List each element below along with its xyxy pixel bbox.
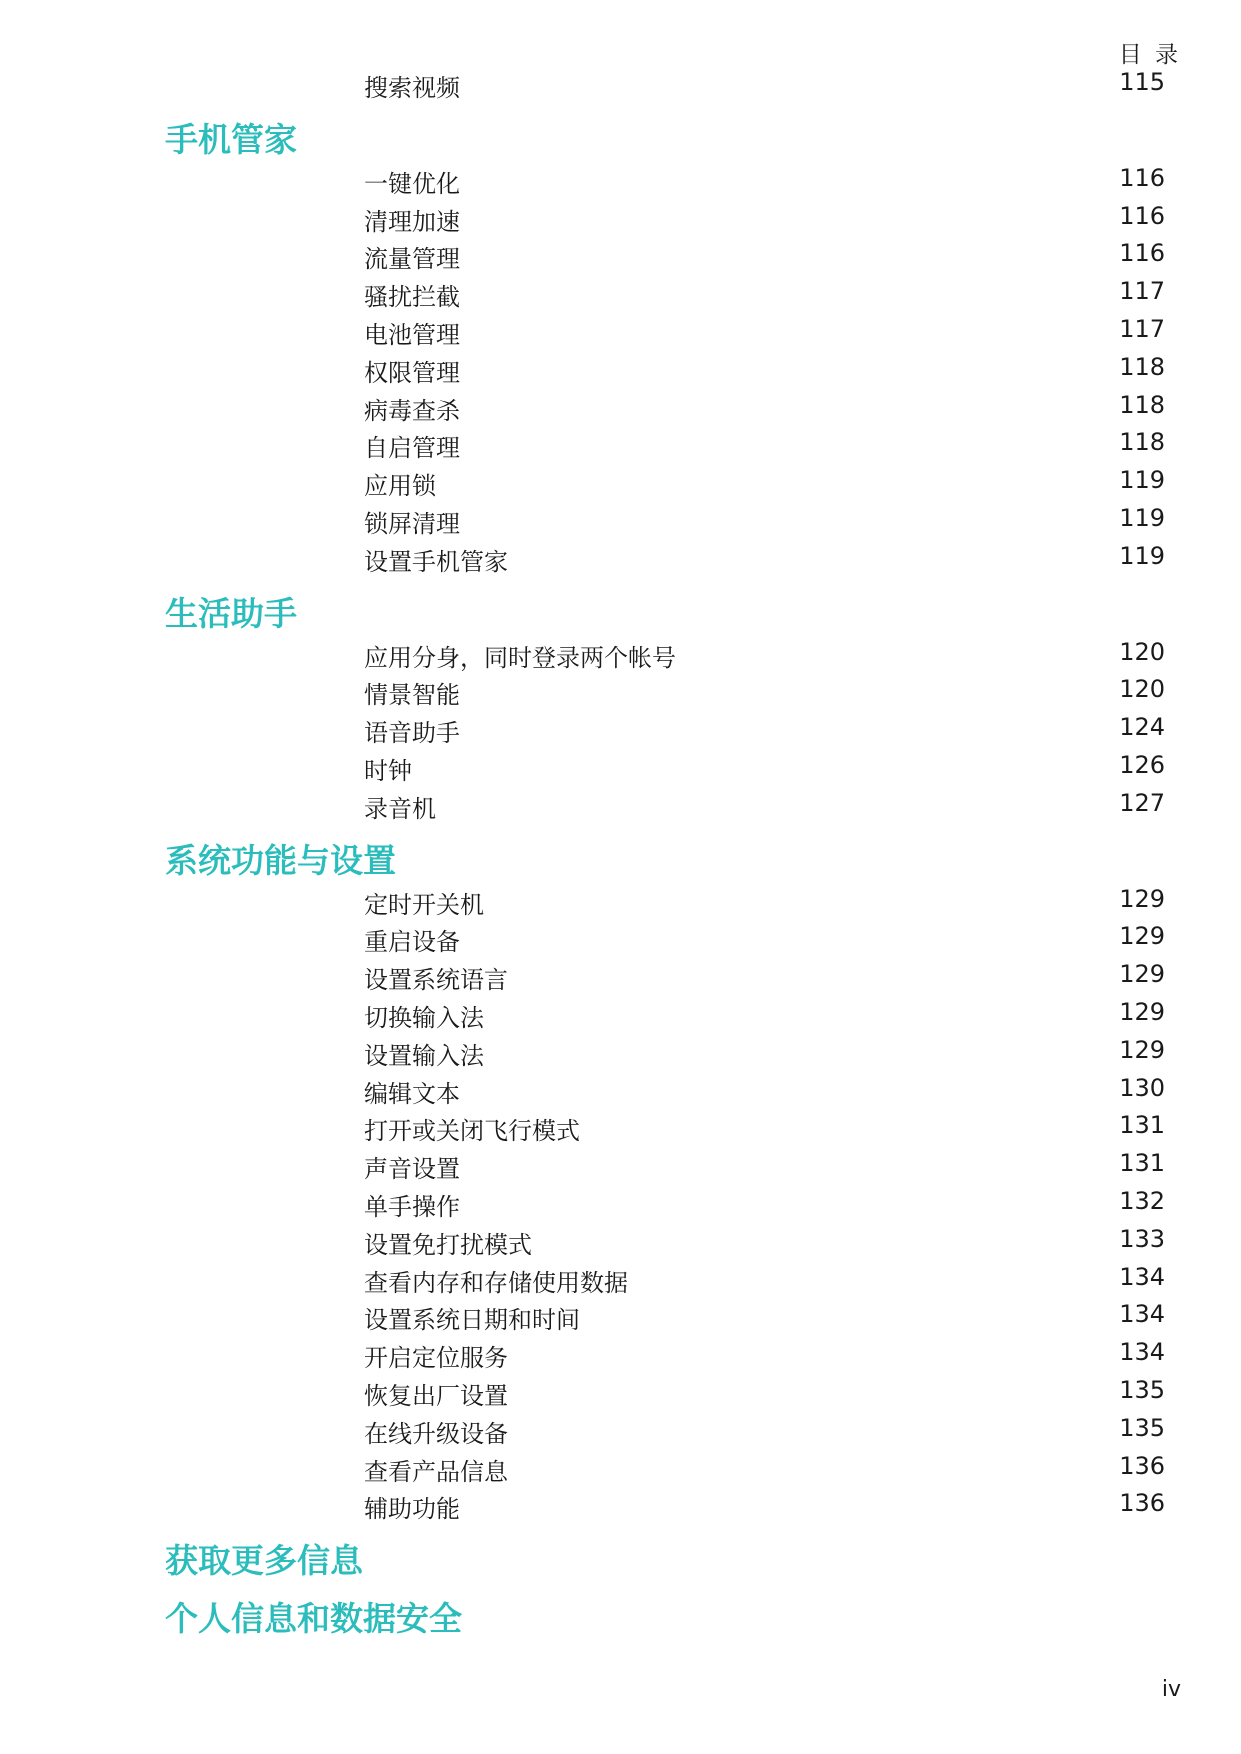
toc-entry-page[interactable]: 120 [1119, 675, 1165, 704]
toc-entry[interactable] [0, 462, 1241, 500]
toc-entry[interactable] [0, 956, 1241, 994]
toc-entry[interactable] [0, 235, 1241, 273]
toc-entry-page[interactable]: 126 [1119, 750, 1165, 779]
toc-entry-title[interactable]: 设置手机管家 [364, 547, 508, 576]
toc-entry[interactable] [0, 1032, 1241, 1070]
toc-entry[interactable] [0, 1145, 1241, 1183]
section-title[interactable]: 获取更多信息 [165, 1541, 363, 1581]
toc-entry[interactable] [0, 881, 1241, 919]
toc-entry-page[interactable]: 134 [1119, 1262, 1165, 1291]
toc-entry[interactable] [0, 1448, 1241, 1486]
toc-entry-page[interactable]: 129 [1119, 997, 1165, 1026]
toc-entry-title[interactable]: 情景智能 [364, 681, 460, 710]
toc-entry-title[interactable]: 锁屏清理 [364, 509, 460, 538]
toc-entry-page[interactable]: 120 [1119, 637, 1165, 666]
toc-entry[interactable] [0, 1410, 1241, 1448]
toc-entry-title[interactable]: 声音设置 [364, 1155, 460, 1184]
toc-entry-title[interactable]: 切换输入法 [364, 1003, 484, 1032]
toc-section-heading [0, 576, 1241, 634]
toc-entry-title[interactable]: 语音助手 [364, 719, 460, 748]
toc-entry[interactable] [0, 349, 1241, 387]
toc-entry-title[interactable]: 病毒查杀 [364, 396, 460, 425]
toc-entry-title[interactable]: 一键优化 [364, 169, 460, 198]
toc-entry-title[interactable]: 电池管理 [364, 320, 460, 349]
toc-entry-page[interactable]: 116 [1119, 201, 1165, 230]
toc-entry-page[interactable]: 116 [1119, 239, 1165, 268]
toc-entry[interactable] [0, 1259, 1241, 1297]
toc-entry-title[interactable]: 查看产品信息 [364, 1457, 508, 1486]
toc-entry-page[interactable]: 118 [1119, 352, 1165, 381]
toc-entry-page[interactable]: 116 [1119, 163, 1165, 192]
toc-entry[interactable] [0, 273, 1241, 311]
toc-entry[interactable] [0, 424, 1241, 462]
toc-entry-page[interactable]: 115 [1119, 68, 1165, 96]
toc-entry[interactable] [0, 994, 1241, 1032]
toc-entry[interactable] [0, 1221, 1241, 1259]
toc-section-heading [0, 823, 1241, 881]
toc-entry-title[interactable]: 辅助功能 [364, 1495, 460, 1524]
toc-entry-page[interactable]: 136 [1119, 1489, 1165, 1518]
toc-entry-page[interactable]: 130 [1119, 1073, 1165, 1102]
section-title[interactable]: 个人信息和数据安全 [165, 1599, 462, 1639]
toc-entry-page[interactable]: 132 [1119, 1186, 1165, 1215]
toc-entry-title[interactable]: 权限管理 [364, 358, 460, 387]
toc-entry-page[interactable]: 118 [1119, 390, 1165, 419]
toc-section-heading [0, 102, 1241, 160]
page-number: iv [1161, 1677, 1181, 1702]
toc-entry[interactable] [0, 311, 1241, 349]
toc-header-label: 目 录 [1118, 42, 1181, 68]
toc-entry-title[interactable]: 应用锁 [364, 472, 436, 501]
toc-entry[interactable] [0, 1107, 1241, 1145]
toc-entry-title[interactable]: 设置系统日期和时间 [364, 1306, 580, 1335]
toc-entry-page[interactable]: 134 [1119, 1300, 1165, 1329]
toc-entry-title[interactable]: 应用分身，同时登录两个帐号 [364, 643, 676, 672]
toc-entry[interactable] [0, 634, 1241, 672]
toc-entry-title[interactable]: 设置免打扰模式 [364, 1230, 532, 1259]
toc-entry-page[interactable]: 119 [1119, 541, 1165, 570]
toc-entry-page[interactable]: 124 [1119, 713, 1165, 742]
table-of-contents [0, 64, 1241, 1639]
toc-entry-title[interactable]: 录音机 [364, 794, 436, 823]
toc-entry[interactable] [0, 538, 1241, 576]
toc-entry-title[interactable]: 重启设备 [364, 928, 460, 957]
toc-entry[interactable] [0, 198, 1241, 236]
toc-entry-page[interactable]: 129 [1119, 922, 1165, 951]
toc-entry[interactable] [0, 500, 1241, 538]
toc-entry[interactable] [0, 709, 1241, 747]
toc-entry-title[interactable]: 查看内存和存储使用数据 [364, 1268, 628, 1297]
toc-entry[interactable] [0, 747, 1241, 785]
section-title[interactable]: 生活助手 [165, 593, 297, 633]
toc-entry-page[interactable]: 135 [1119, 1375, 1165, 1404]
toc-entry[interactable] [0, 387, 1241, 425]
section-title[interactable]: 手机管家 [165, 119, 297, 159]
toc-section-heading [0, 1581, 1241, 1639]
toc-entry-page[interactable]: 134 [1119, 1338, 1165, 1367]
toc-entry-title[interactable]: 设置系统语言 [364, 966, 508, 995]
toc-entry-page[interactable]: 133 [1119, 1224, 1165, 1253]
toc-entry-page[interactable]: 136 [1119, 1451, 1165, 1480]
toc-entry[interactable] [0, 1334, 1241, 1372]
toc-section-heading [0, 1523, 1241, 1581]
toc-entry-title[interactable]: 在线升级设备 [364, 1419, 508, 1448]
toc-entry-title[interactable]: 定时开关机 [364, 890, 484, 919]
toc-entry-page[interactable]: 129 [1119, 884, 1165, 913]
toc-entry-title[interactable]: 骚扰拦截 [364, 283, 460, 312]
toc-entry-page[interactable]: 131 [1119, 1111, 1165, 1140]
toc-entry-page[interactable]: 127 [1119, 788, 1165, 817]
toc-entry-title[interactable]: 打开或关闭飞行模式 [364, 1117, 580, 1146]
toc-entry-title[interactable]: 设置输入法 [364, 1041, 484, 1070]
toc-entry[interactable] [0, 160, 1241, 198]
toc-entry-title[interactable]: 流量管理 [364, 245, 460, 274]
toc-entry-page[interactable]: 129 [1119, 960, 1165, 989]
toc-entry-title[interactable]: 编辑文本 [364, 1079, 460, 1108]
toc-entry-page[interactable]: 117 [1119, 277, 1165, 306]
toc-entry-page[interactable]: 118 [1119, 428, 1165, 457]
toc-entry-title[interactable]: 清理加速 [364, 207, 460, 236]
toc-entry-title[interactable]: 时钟 [364, 756, 412, 785]
toc-entry-page[interactable]: 119 [1119, 466, 1165, 495]
toc-entry-title[interactable]: 开启定位服务 [364, 1344, 508, 1373]
toc-entry-page[interactable]: 131 [1119, 1149, 1165, 1178]
toc-entry[interactable] [0, 1070, 1241, 1108]
toc-entry[interactable] [0, 785, 1241, 823]
toc-entry[interactable] [0, 1485, 1241, 1523]
toc-entry-title[interactable]: 恢复出厂设置 [364, 1381, 508, 1410]
toc-entry[interactable] [0, 1183, 1241, 1221]
toc-entry-title[interactable]: 自启管理 [364, 434, 460, 463]
toc-entry-page[interactable]: 119 [1119, 503, 1165, 532]
toc-entry-title[interactable]: 搜索视频 [364, 74, 460, 102]
section-title[interactable]: 系统功能与设置 [165, 840, 396, 880]
toc-entry-title[interactable]: 单手操作 [364, 1192, 460, 1221]
toc-entry[interactable] [0, 64, 1241, 102]
toc-entry-page[interactable]: 129 [1119, 1035, 1165, 1064]
toc-entry[interactable] [0, 918, 1241, 956]
toc-entry-page[interactable]: 117 [1119, 314, 1165, 343]
toc-entry[interactable] [0, 1296, 1241, 1334]
toc-entry-page[interactable]: 135 [1119, 1413, 1165, 1442]
toc-entry[interactable] [0, 1372, 1241, 1410]
toc-entry[interactable] [0, 671, 1241, 709]
